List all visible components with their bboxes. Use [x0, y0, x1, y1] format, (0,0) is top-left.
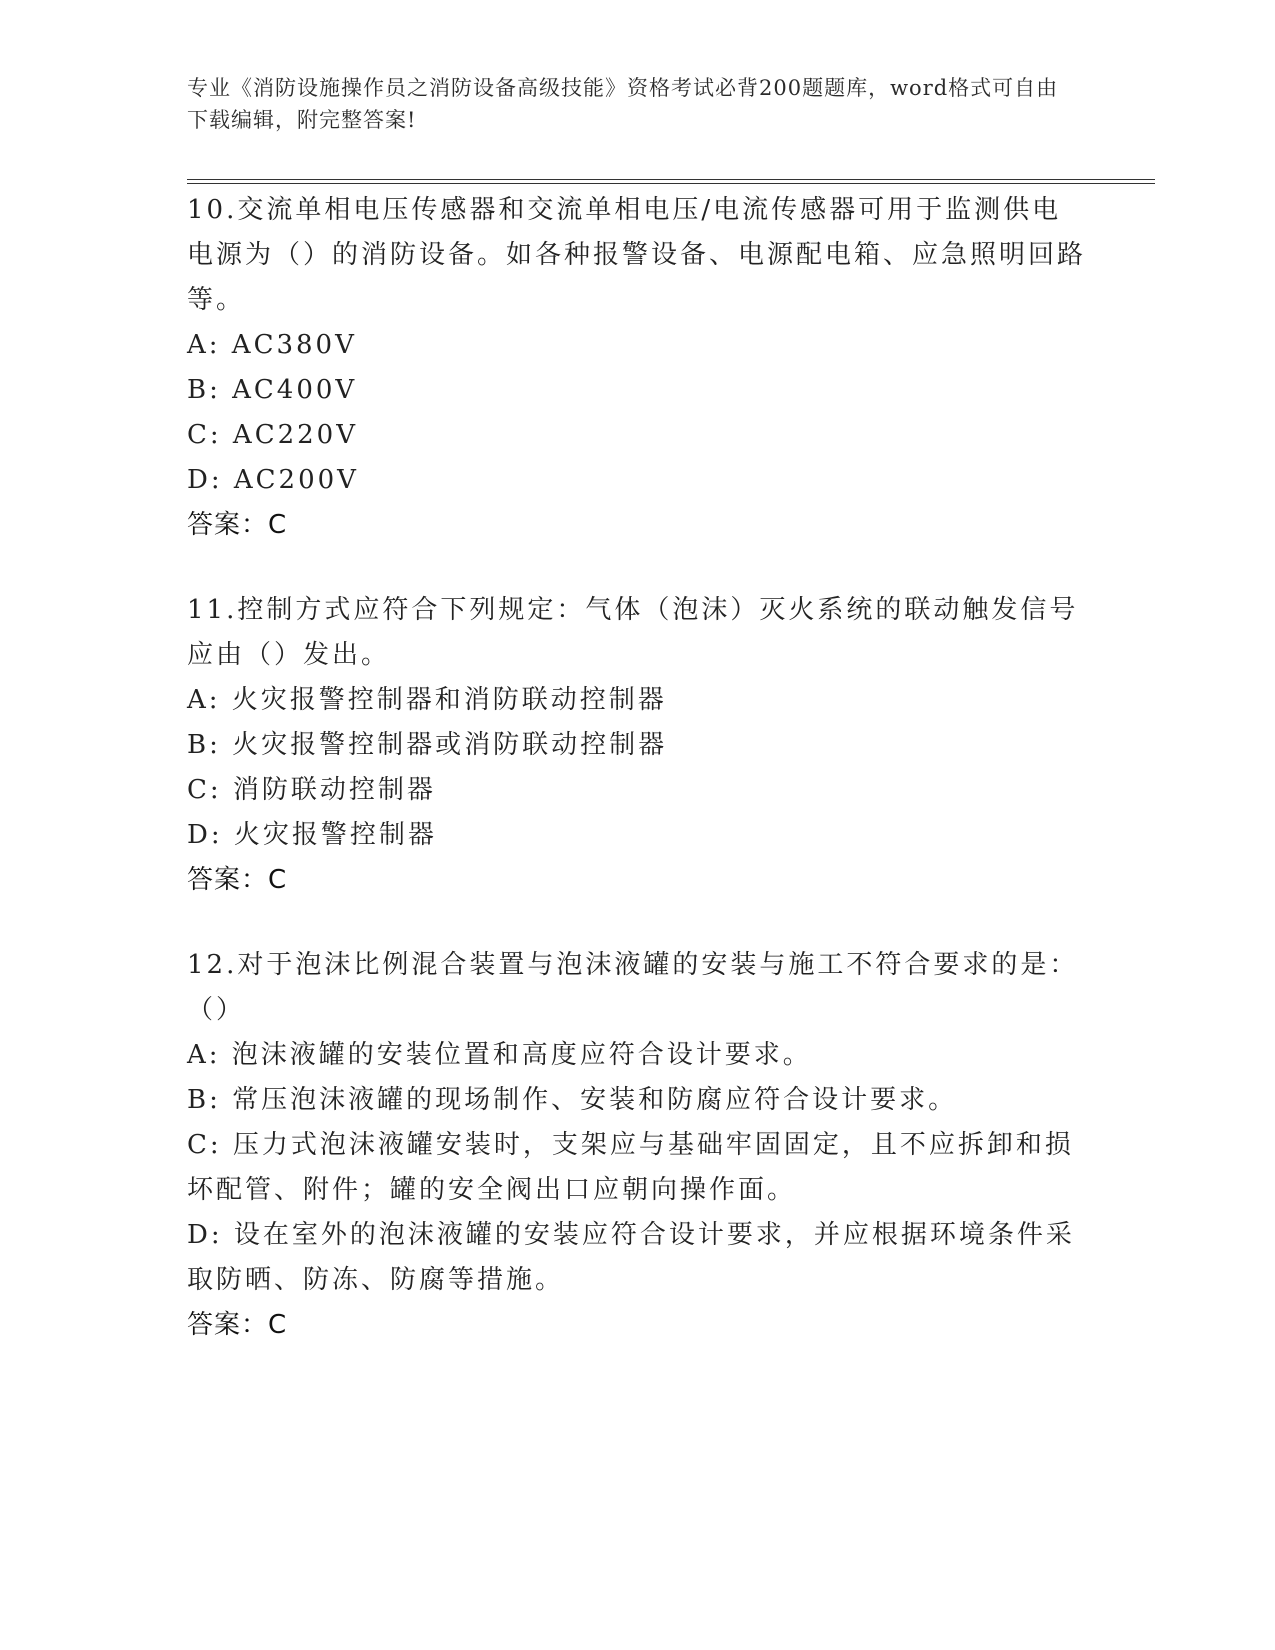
option-c: C: 压力式泡沫液罐安装时，支架应与基础牢固固定，且不应拆卸和损坏配管、附件；罐的安全阀出口应朝向操作面。 [187, 1130, 1074, 1205]
question-11 [187, 588, 1087, 903]
option-b: B: 火灾报警控制器或消防联动控制器 [187, 730, 668, 760]
option-b: B: 常压泡沫液罐的现场制作、安装和防腐应符合设计要求。 [187, 1085, 958, 1115]
question-stem: 12.对于泡沫比例混合装置与泡沫液罐的安装与施工不符合要求的是：（） [187, 950, 1079, 1025]
answer-label: 答案：C [187, 865, 288, 895]
option-c: C: AC220V [187, 420, 358, 450]
option-c: C: 消防联动控制器 [187, 775, 436, 805]
question-stem: 10.交流单相电压传感器和交流单相电压/电流传感器可用于监测供电电源为（）的消防设备。如各种报警设备、电源配电箱、应急照明回路等。 [187, 195, 1087, 315]
option-a: A: 火灾报警控制器和消防联动控制器 [187, 685, 667, 715]
option-b: B: AC400V [187, 375, 358, 405]
question-12 [187, 943, 1087, 1348]
question-stem: 11.控制方式应符合下列规定：气体（泡沫）灭火系统的联动触发信号应由（）发出。 [187, 595, 1079, 670]
answer-label: 答案：C [187, 1310, 288, 1340]
option-d: D: AC200V [187, 465, 359, 495]
header-divider-top [187, 179, 1155, 180]
answer-label: 答案：C [187, 510, 288, 540]
option-d: D: 火灾报警控制器 [187, 820, 437, 850]
option-a: A: AC380V [187, 330, 357, 360]
header-divider-bottom [187, 183, 1155, 184]
question-10 [187, 188, 1087, 548]
document-header: 专业《消防设施操作员之消防设备高级技能》资格考试必背200题题库，word格式可自由下载编辑，附完整答案! [187, 76, 1059, 132]
question-list [187, 188, 1087, 1388]
option-d: D: 设在室外的泡沫液罐的安装应符合设计要求，并应根据环境条件采取防晒、防冻、防腐等措施。 [187, 1220, 1075, 1295]
option-a: A: 泡沫液罐的安装位置和高度应符合设计要求。 [187, 1040, 812, 1070]
